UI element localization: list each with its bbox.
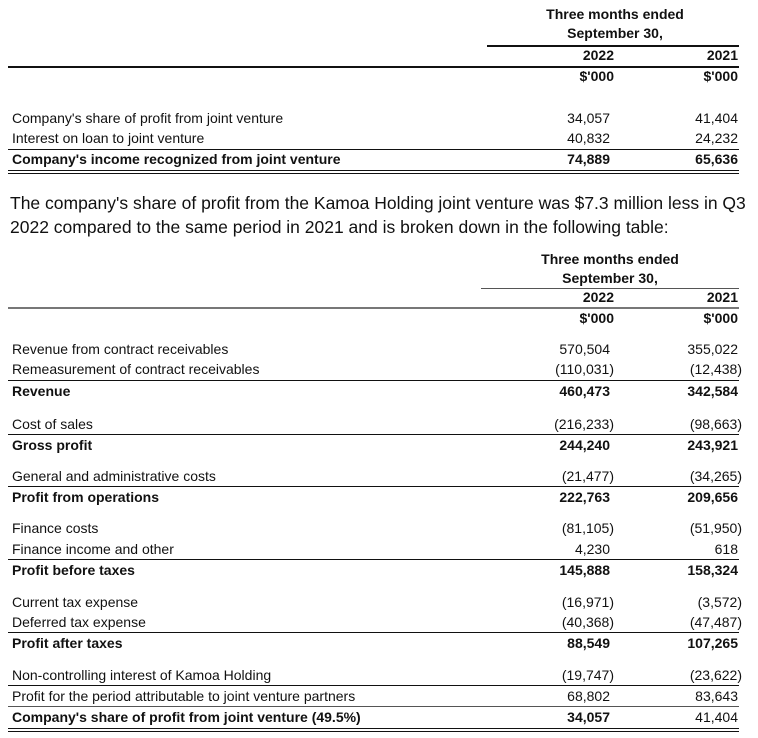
value-2021: 107,265 (687, 635, 738, 651)
value-2021: 243,921 (687, 437, 738, 453)
value-2022: 34,057 (567, 110, 610, 126)
table-row-subtotal (12, 487, 738, 507)
value-2022: (21,477) (561, 468, 614, 484)
row-label: Company's income recognized from joint venture (12, 151, 341, 167)
row-label: Gross profit (12, 437, 93, 453)
explanatory-paragraph: The company's share of profit from the Kamoa Holding joint venture was $7.3 million less in Q3 2022 compared to the same period in 2021 and is broken down in the following table: (10, 193, 746, 237)
value-2022: (40,368) (561, 614, 614, 630)
value-2021: 24,232 (695, 130, 738, 146)
row-label: Profit after taxes (12, 635, 123, 651)
row-label: Profit for the period attributable to joint venture partners (12, 688, 356, 704)
value-2022: 40,832 (567, 130, 610, 146)
value-2021: (51,950) (689, 520, 742, 536)
value-2021: (98,663) (689, 416, 742, 432)
value-2021: (47,487) (689, 614, 742, 630)
table-row-subtotal (12, 435, 738, 455)
table1-date-header: September 30, (567, 25, 663, 41)
value-2021: 355,022 (687, 341, 738, 357)
double-rule-bottom (8, 731, 739, 732)
double-rule-top (8, 728, 739, 729)
row-label: Revenue (12, 383, 71, 399)
row-label: Finance costs (12, 520, 99, 536)
table-row (12, 686, 738, 706)
table-row (12, 665, 742, 685)
value-2022: 74,889 (567, 151, 610, 167)
table2-top-rule (8, 307, 739, 309)
row-label: Cost of sales (12, 416, 93, 432)
table1-col-2022: 2022 (582, 47, 614, 63)
table-row (12, 539, 738, 559)
value-2021: 158,324 (687, 562, 738, 578)
row-label: Company's share of profit from joint venture (49.5%) (12, 709, 361, 725)
table1-unit-2022: $'000 (579, 68, 614, 84)
value-2022: (110,031) (555, 361, 614, 377)
table-row (12, 359, 742, 379)
table2-unit-2021: $'000 (703, 310, 738, 326)
value-2022: (216,233) (554, 416, 614, 432)
value-2022: 244,240 (559, 437, 610, 453)
table-row (12, 466, 742, 486)
table-row-total (12, 707, 738, 727)
table1-period-header: Three months ended (546, 6, 684, 22)
table-row-total (12, 149, 738, 169)
row-label: Company's share of profit from joint venture (12, 110, 284, 126)
value-2021: (3,572) (697, 594, 742, 610)
table-row-subtotal (12, 381, 738, 401)
row-label: Profit from operations (12, 489, 160, 505)
value-2021: 41,404 (695, 709, 738, 725)
row-label: General and administrative costs (12, 468, 216, 484)
table1-top-rule (8, 66, 739, 68)
table-row (12, 518, 742, 538)
table-row-subtotal (12, 633, 738, 653)
value-2022: 88,549 (567, 635, 610, 651)
table-row (12, 108, 738, 128)
row-label: Profit before taxes (12, 562, 135, 578)
table-row (12, 128, 738, 148)
table1-unit-2021: $'000 (703, 68, 738, 84)
table2-col-2022: 2022 (582, 289, 614, 305)
value-2022: 4,230 (574, 541, 610, 557)
row-label: Deferred tax expense (12, 614, 146, 630)
double-rule-top (8, 170, 739, 171)
table-row (12, 414, 742, 434)
value-2022: 34,057 (567, 709, 610, 725)
value-2021: 83,643 (695, 688, 738, 704)
value-2022: 222,763 (559, 489, 610, 505)
table2-date-header: September 30, (562, 270, 658, 286)
value-2021: 65,636 (695, 151, 738, 167)
table1-col-2021: 2021 (706, 47, 738, 63)
table2-col-2021: 2021 (706, 289, 738, 305)
value-2022: 145,888 (559, 562, 610, 578)
value-2022: 460,473 (559, 383, 610, 399)
row-label: Interest on loan to joint venture (12, 130, 205, 146)
row-label: Revenue from contract receivables (12, 341, 229, 357)
value-2021: (23,622) (689, 667, 742, 683)
row-label: Remeasurement of contract receivables (12, 361, 260, 377)
table-row (12, 592, 742, 612)
value-2022: 68,802 (567, 688, 610, 704)
row-label: Current tax expense (12, 594, 139, 610)
table2-unit-2022: $'000 (579, 310, 614, 326)
row-label: Non-controlling interest of Kamoa Holding (12, 667, 272, 683)
value-2021: 41,404 (695, 110, 738, 126)
value-2021: (12,438) (689, 361, 742, 377)
value-2021: (34,265) (689, 468, 742, 484)
table2-period-header: Three months ended (541, 251, 679, 267)
value-2022: 570,504 (559, 341, 610, 357)
value-2021: 209,656 (687, 489, 738, 505)
row-label: Finance income and other (12, 541, 174, 557)
value-2021: 618 (714, 541, 738, 557)
table-row-subtotal (12, 560, 738, 580)
double-rule-bottom (8, 173, 739, 174)
table-row (12, 612, 742, 632)
value-2021: 342,584 (687, 383, 738, 399)
value-2022: (16,971) (561, 594, 614, 610)
table-row (12, 339, 738, 359)
value-2022: (81,105) (561, 520, 614, 536)
value-2022: (19,747) (561, 667, 614, 683)
